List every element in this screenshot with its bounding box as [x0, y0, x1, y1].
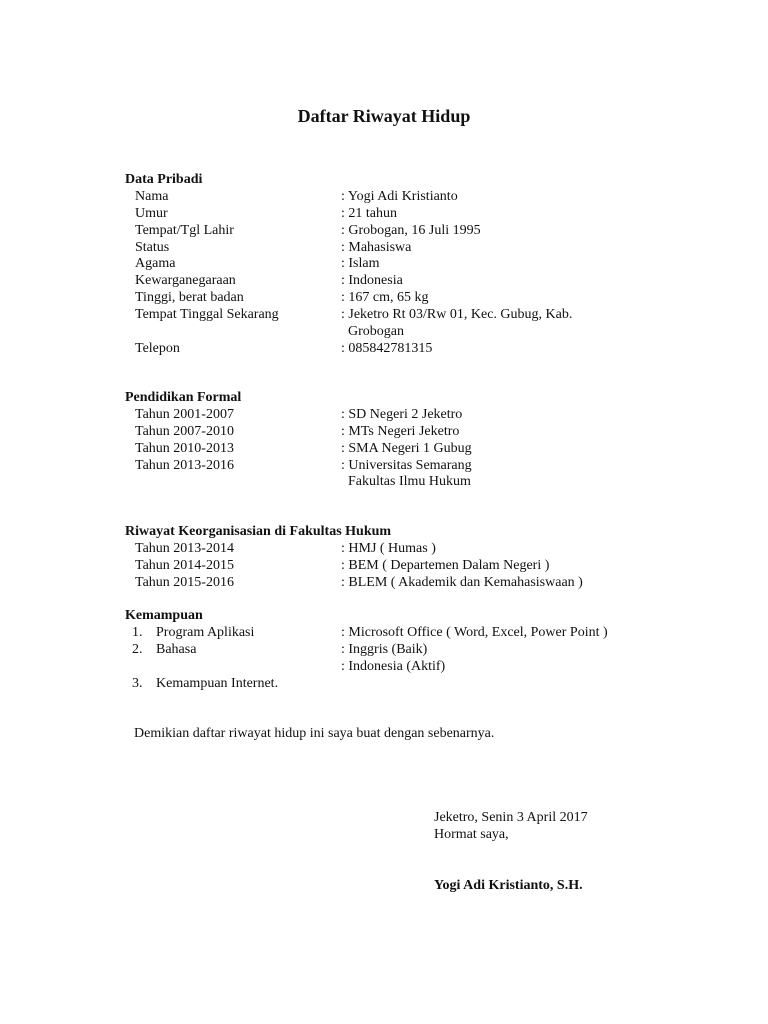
info-row-kewarganegaraan — [0, 272, 768, 289]
org-row — [0, 540, 768, 557]
row-label: Tahun 2007-2010 — [135, 424, 234, 439]
edu-row — [0, 406, 768, 423]
row-label: Agama — [135, 256, 176, 271]
section-heading-data-pribadi: Data Pribadi — [125, 172, 203, 187]
row-value: : Grobogan, 16 Juli 1995 — [341, 223, 481, 238]
row-value: : MTs Negeri Jeketro — [341, 424, 460, 439]
row-label: Umur — [135, 206, 168, 221]
row-label: Kewarganegaraan — [135, 273, 236, 288]
info-row-agama — [0, 255, 768, 272]
row-label: Tinggi, berat badan — [135, 290, 244, 305]
signature-place-date: Jeketro, Senin 3 April 2017 — [434, 810, 588, 825]
row-value: : Jeketro Rt 03/Rw 01, Kec. Gubug, Kab. — [341, 307, 573, 322]
info-row-umur — [0, 205, 768, 222]
org-row — [0, 557, 768, 574]
row-value: : 085842781315 — [341, 341, 433, 356]
row-value: : BEM ( Departemen Dalam Negeri ) — [341, 558, 550, 573]
row-value-continuation: Grobogan — [348, 324, 404, 339]
org-row — [0, 574, 768, 591]
row-label: Tahun 2013-2016 — [135, 458, 234, 473]
info-row-telepon — [0, 340, 768, 357]
row-value: : Yogi Adi Kristianto — [341, 189, 458, 204]
section-heading-organisasi: Riwayat Keorganisasian di Fakultas Hukum — [125, 524, 392, 539]
info-row-nama — [0, 188, 768, 205]
edu-row — [0, 423, 768, 440]
info-row-tinggi-berat — [0, 289, 768, 306]
section-heading-pendidikan: Pendidikan Formal — [125, 390, 242, 405]
signature-regards: Hormat saya, — [434, 827, 509, 842]
edu-row — [0, 440, 768, 457]
row-value-continuation: : Indonesia (Aktif) — [341, 659, 446, 674]
row-label: Tahun 2014-2015 — [135, 558, 234, 573]
row-value: : Microsoft Office ( Word, Excel, Power Point ) — [341, 625, 608, 640]
row-label: Tahun 2001-2007 — [135, 407, 234, 422]
row-value: : 167 cm, 65 kg — [341, 290, 429, 305]
row-value-continuation: Fakultas Ilmu Hukum — [348, 474, 471, 489]
row-value: : HMJ ( Humas ) — [341, 541, 436, 556]
skill-row — [0, 624, 768, 641]
row-value: : SMA Negeri 1 Gubug — [341, 441, 472, 456]
signature-name: Yogi Adi Kristianto, S.H. — [434, 878, 583, 893]
closing-statement: Demikian daftar riwayat hidup ini saya buat dengan sebenarnya. — [134, 726, 495, 741]
row-label: Kemampuan Internet. — [156, 676, 279, 691]
skill-row-cont — [0, 658, 768, 675]
info-row-status — [0, 239, 768, 256]
section-heading-kemampuan: Kemampuan — [125, 608, 203, 623]
row-value: : BLEM ( Akademik dan Kemahasiswaan ) — [341, 575, 583, 590]
row-value: : 21 tahun — [341, 206, 397, 221]
row-label: Bahasa — [156, 642, 197, 657]
skill-row — [0, 641, 768, 658]
info-row-tempat-tinggal-cont — [0, 323, 768, 340]
document-title: Daftar Riwayat Hidup — [297, 106, 471, 126]
row-label: Tempat Tinggal Sekarang — [135, 307, 279, 322]
info-row-tempat-tinggal — [0, 306, 768, 323]
row-label: Program Aplikasi — [156, 625, 255, 640]
row-label: Tahun 2013-2014 — [135, 541, 234, 556]
row-value: : SD Negeri 2 Jeketro — [341, 407, 463, 422]
row-label: Telepon — [135, 341, 180, 356]
row-value: : Islam — [341, 256, 380, 271]
row-value: : Mahasiswa — [341, 240, 412, 255]
row-label: Tempat/Tgl Lahir — [135, 223, 234, 238]
skill-row — [0, 675, 768, 692]
list-number: 1. — [132, 625, 143, 640]
row-value: : Indonesia — [341, 273, 403, 288]
row-value: : Universitas Semarang — [341, 458, 472, 473]
info-row-tempat-tgl-lahir — [0, 222, 768, 239]
row-value: : Inggris (Baik) — [341, 642, 428, 657]
row-label: Status — [135, 240, 170, 255]
edu-row — [0, 457, 768, 474]
list-number: 2. — [132, 642, 143, 657]
row-label: Nama — [135, 189, 169, 204]
list-number: 3. — [132, 676, 143, 691]
row-label: Tahun 2015-2016 — [135, 575, 234, 590]
row-label: Tahun 2010-2013 — [135, 441, 234, 456]
edu-row-cont — [0, 473, 768, 490]
